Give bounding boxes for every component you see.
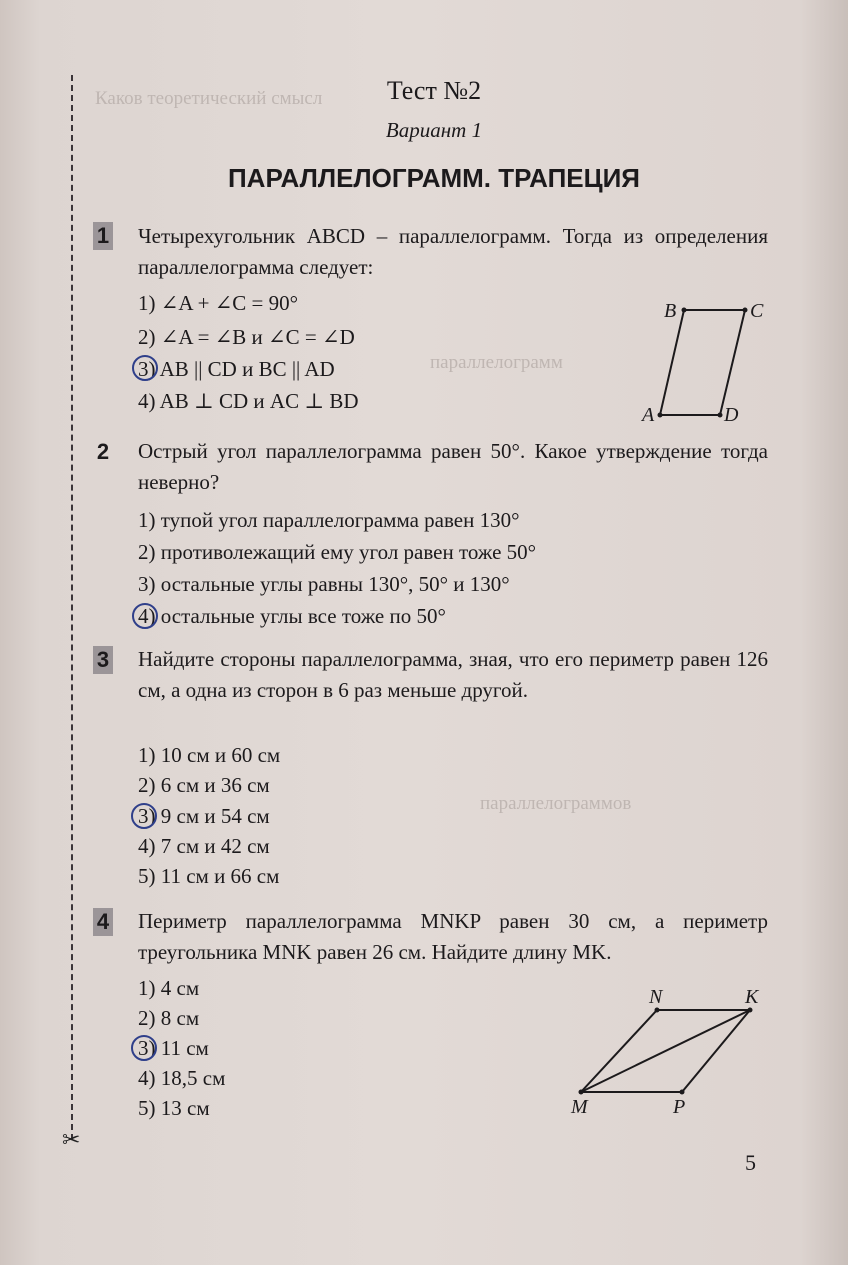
question-2-option-4: 4) остальные углы все тоже по 50°: [138, 604, 446, 628]
vertex-label-p: P: [673, 1096, 686, 1118]
question-1-option-2: 2) ∠A = ∠B и ∠C = ∠D: [138, 325, 355, 349]
question-4-option-2: 2) 8 см: [138, 1006, 200, 1030]
vertex-label-a: A: [642, 404, 655, 425]
question-2-option-1: 1) тупой угол параллелограмма равен 130°: [138, 508, 520, 532]
question-3-option-3: 3) 9 см и 54 см: [138, 804, 270, 828]
question-number-1: 1: [93, 222, 113, 250]
question-number-3: 3: [93, 646, 113, 674]
question-3-option-2: 2) 6 см и 36 см: [138, 773, 270, 797]
question-1-option-3: 3) AB || CD и BC || AD: [138, 357, 335, 381]
question-number-2: 2: [96, 439, 110, 464]
question-3-option-5: 5) 11 см и 66 см: [138, 864, 280, 888]
question-1-option-4: 4) AB ⊥ CD и AC ⊥ BD: [138, 389, 359, 413]
vertex-label-k: K: [745, 986, 759, 1008]
answer-circle-q1: [132, 355, 158, 381]
bleed-through-text: параллелограммов: [480, 793, 632, 814]
cut-line: [71, 75, 73, 1140]
bleed-through-text: Каков теоретический смысл: [95, 88, 323, 109]
question-4-option-4: 4) 18,5 см: [138, 1066, 226, 1090]
answer-circle-q2: [132, 603, 158, 629]
answer-circle-q4: [131, 1035, 157, 1061]
topic-heading: ПАРАЛЛЕЛОГРАММ. ТРАПЕЦИЯ: [227, 163, 640, 193]
question-4-option-5: 5) 13 см: [138, 1096, 210, 1120]
question-3-option-4: 4) 7 см и 42 см: [138, 834, 270, 858]
question-3-text: Найдите стороны параллелограмма, зная, что его периметр равен 126 см, а одна из сторон в 6 раз меньше другой.: [138, 647, 768, 702]
vertex-label-m: M: [571, 1096, 588, 1118]
vertex-label-d: D: [724, 404, 739, 425]
parallelogram-abcd-diagram: [640, 295, 780, 425]
answer-circle-q3: [131, 803, 157, 829]
question-1-text: Четырехугольник ABCD – параллелограмм. Тогда из определения параллелограмма следует:: [138, 224, 768, 279]
vertex-label-b: B: [664, 300, 677, 322]
question-3-option-1: 1) 10 см и 60 см: [138, 743, 281, 767]
question-1-option-1: 1) ∠A + ∠C = 90°: [138, 291, 299, 315]
bleed-through-text: параллелограмм: [430, 352, 563, 373]
question-2-option-3: 3) остальные углы равны 130°, 50° и 130°: [138, 572, 510, 596]
parallelogram-mnkp-diagram: [565, 985, 775, 1120]
question-2-text: Острый угол параллелограмма равен 50°. Какое утверждение тогда неверно?: [138, 439, 768, 494]
question-4-option-3: 3) 11 см: [138, 1036, 209, 1060]
variant-label: Вариант 1: [385, 118, 483, 142]
vertex-label-n: N: [649, 986, 663, 1008]
test-title: Тест №2: [386, 76, 482, 105]
vertex-label-c: C: [750, 300, 764, 322]
page-number: 5: [745, 1150, 756, 1175]
question-number-4: 4: [93, 908, 113, 936]
question-2-option-2: 2) противолежащий ему угол равен тоже 50°: [138, 540, 537, 564]
question-4-option-1: 1) 4 см: [138, 976, 200, 1000]
scissors-icon: ✂: [62, 1128, 81, 1153]
question-4-text: Периметр параллелограмма MNKP равен 30 см, а периметр треугольника MNK равен 26 см. Найдите длину MK.: [138, 909, 768, 964]
